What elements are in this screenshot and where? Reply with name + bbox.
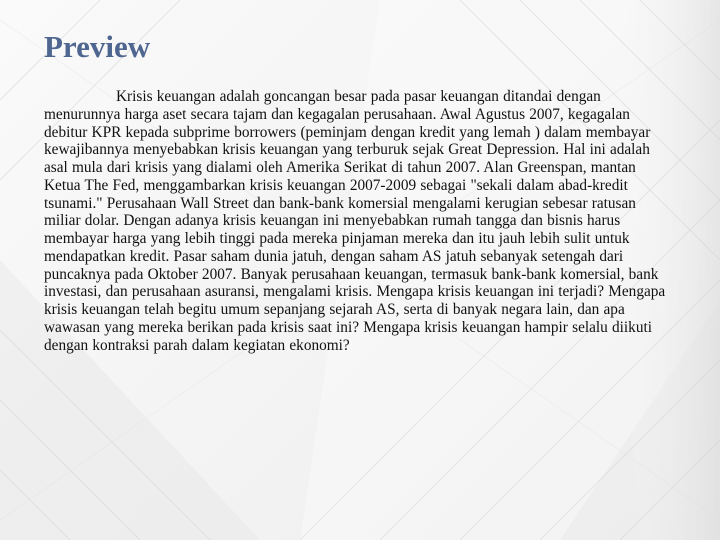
slide-title: Preview xyxy=(44,29,151,64)
slide-body-paragraph: Krisis keuangan adalah goncangan besar pada pasar keuangan ditandai dengan menurunnya harga aset secara tajam dan kegagalan perusahaan. Awal Agustus 2007, kegagalan debitur KPR kepada subprime borrowers (peminjam dengan kredit yang lemah ) dalam membayar kewajibannya menyebabkan krisis keuangan yang terburuk sejak Great Depression. Hal ini adalah asal mula dari krisis yang dialami oleh Amerika Serikat di tahun 2007. Alan Greenspan, mantan Ketua The Fed, menggambarkan krisis keuangan 2007-2009 sebagai "sekali dalam abad-kredit tsunami." Perusahaan Wall Street dan bank-bank komersial mengalami kerugian sebesar ratusan miliar dolar. Dengan adanya krisis keuangan ini menyebabkan rumah tangga dan bisnis harus membayar harga yang lebih tinggi pada mereka pinjaman mereka dan itu jauh lebih sulit untuk mendapatkan kredit. Pasar saham dunia jatuh, dengan saham AS jatuh sebanyak setengah dari puncaknya pada Oktober 2007. Banyak perusahaan keuangan, termasuk bank-bank komersial, bank investasi, dan perusahaan asuransi, mengalami krisis. Mengapa krisis keuangan ini terjadi? Mengapa krisis keuangan telah begitu umum sepanjang sejarah AS, serta di banyak negara lain, dan apa wawasan yang mereka berikan pada krisis saat ini? Mengapa krisis keuangan hampir selalu diikuti dengan kontraksi parah dalam kegiatan ekonomi? xyxy=(44,88,666,354)
